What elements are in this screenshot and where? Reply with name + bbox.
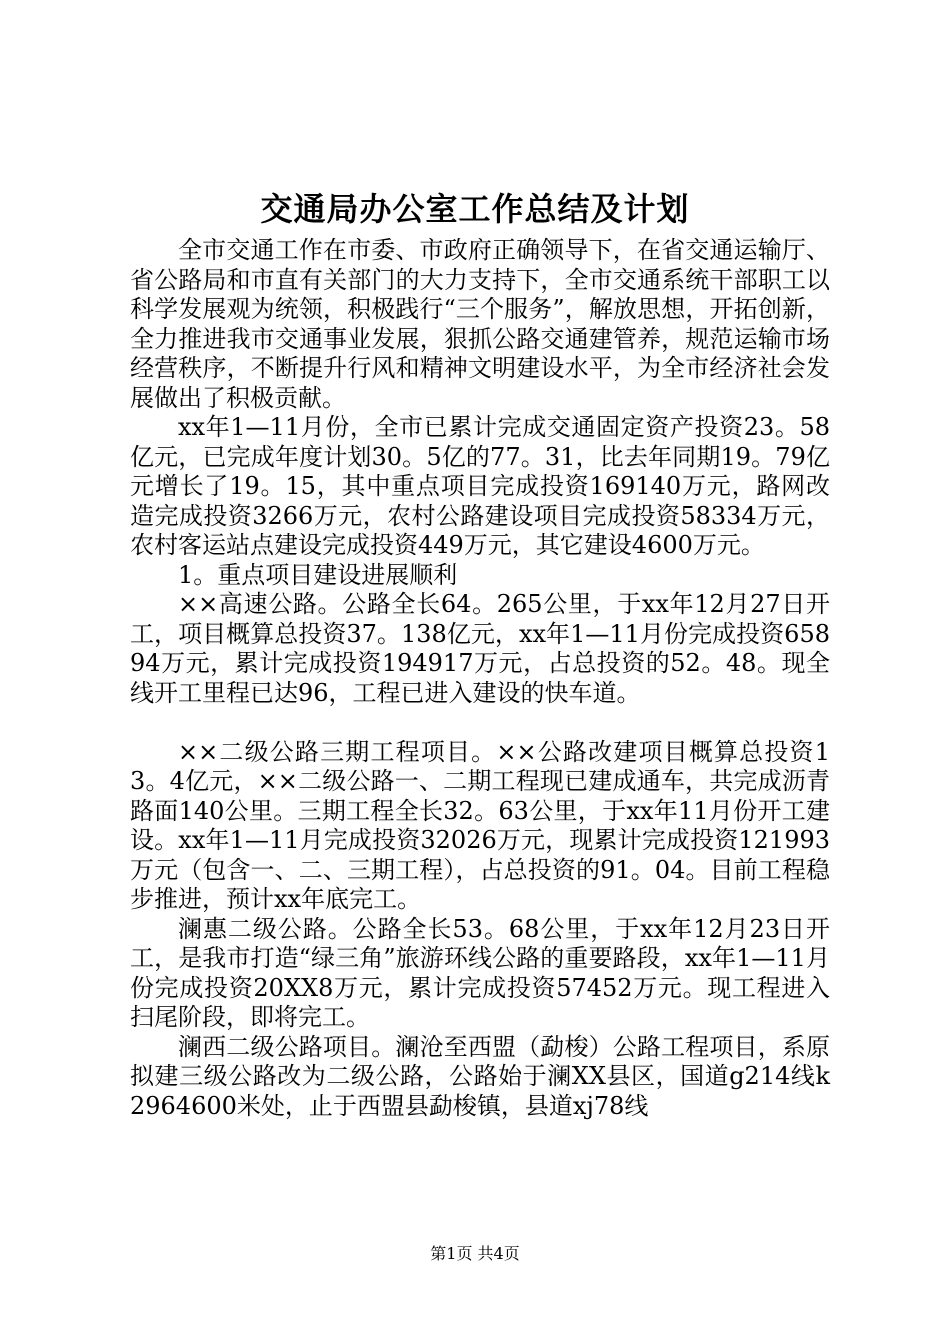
section-heading: 1。重点项目建设进展顺利 <box>178 560 458 589</box>
document-body <box>130 236 830 1121</box>
paragraph-intro: 全市交通工作在市委、市政府正确领导下，在省交通运输厅、省公路局和市直有关部门的大力支持下，全市交通系统干部职工以科学发展观为统领，积极践行“三个服务”，解放思想，开拓创新，全力推进我市交通事业发展，狠抓公路交通建管养，规范运输市场经营秩序，不断提升行风和精神文明建设水平，为全市经济社会发展做出了积极贡献。 <box>130 236 830 412</box>
document-title: 交通局办公室工作总结及计划 <box>260 190 690 228</box>
paragraph-investment-summary: xx年1—11月份，全市已累计完成交通固定资产投资23。58亿元，已完成年度计划30。5亿的77。31，比去年同期19。79亿元增长了19。15，其中重点项目完成投资169140万元，路网改造完成投资3266万元，农村公路建设项目完成投资58334万元，农村客运站点建设完成投资449万元，其它建设4600万元。 <box>130 413 830 559</box>
page-footer: 第1页 共4页 <box>430 1244 520 1263</box>
paragraph-lanhui-road: 澜惠二级公路。公路全长53。68公里，于xx年12月23日开工，是我市打造“绿三角”旅游环线公路的重要路段，xx年1—11月份完成投资20XX8万元，累计完成投资57452万元。现工程进入扫尾阶段，即将完工。 <box>130 914 830 1031</box>
paragraph-lanxi-road: 澜西二级公路项目。澜沧至西盟（勐梭）公路工程项目，系原拟建三级公路改为二级公路，公路始于澜XX县区，国道g214线k2964600米处，止于西盟县勐梭镇，县道xj78线 <box>130 1032 830 1120</box>
paragraph-secondary-road-phase3: ××二级公路三期工程项目。××公路改建项目概算总投资13。4亿元，××二级公路一、二期工程现已建成通车，共完成沥青路面140公里。三期工程全长32。63公里，于xx年11月份开工建设。xx年1—11月完成投资32026万元，现累计完成投资121993万元（包含一、二、三期工程），占总投资的91。04。目前工程稳步推进，预计xx年底完工。 <box>130 737 830 913</box>
paragraph-expressway: ××高速公路。公路全长64。265公里，于xx年12月27日开工，项目概算总投资37。138亿元，xx年1—11月份完成投资65894万元，累计完成投资194917万元，占总投资的52。48。现全线开工里程已达96，工程已进入建设的快车道。 <box>130 590 830 707</box>
blank-line <box>130 708 830 738</box>
